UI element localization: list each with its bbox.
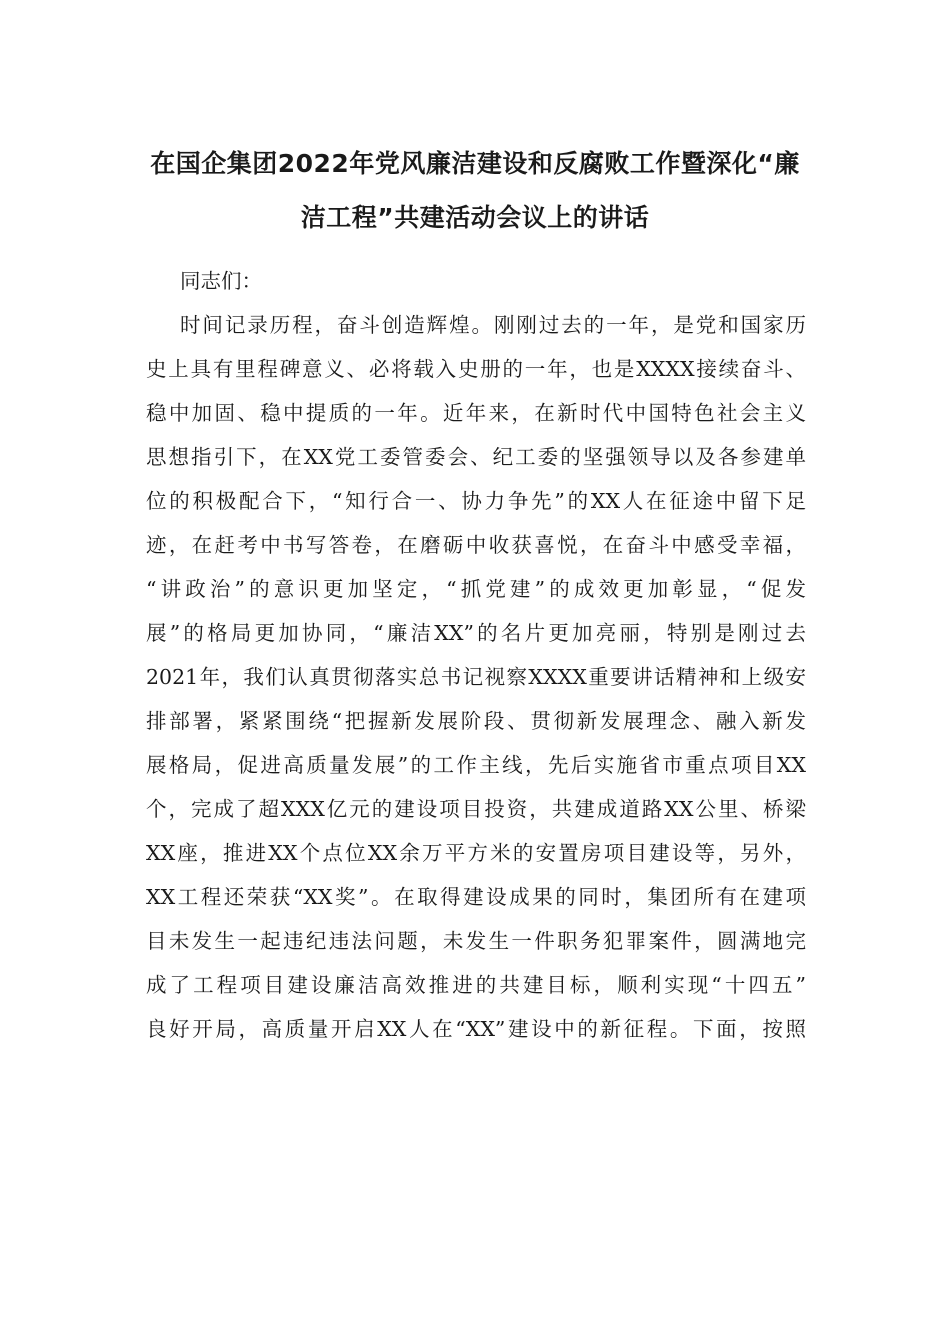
paragraph-line: 展”的格局更加协同，“廉洁XX”的名片更加亮丽，特别是刚过去 (146, 621, 806, 645)
paragraph-line: XX座，推进XX个点位XX余万平方米的安置房项目建设等，另外， (146, 841, 806, 865)
paragraph-line: 排部署，紧紧围绕“把握新发展阶段、贯彻新发展理念、融入新发 (146, 709, 806, 733)
title-line: 洁工程”共建活动会议上的讲话 (300, 203, 650, 232)
salutation: 同志们： (180, 269, 262, 293)
paragraph-line: XX工程还荣获“XX奖”。在取得建设成果的同时，集团所有在建项 (146, 885, 806, 909)
paragraph-line: 时间记录历程，奋斗创造辉煌。刚刚过去的一年，是党和国家历 (180, 313, 806, 337)
document-body (146, 259, 806, 1051)
paragraph-line: 良好开局，高质量开启XX人在“XX”建设中的新征程。下面，按照 (146, 1017, 806, 1041)
paragraph-line: 个，完成了超XXX亿元的建设项目投资，共建成道路XX公里、桥梁 (146, 797, 806, 821)
title-line: 在国企集团2022年党风廉洁建设和反腐败工作暨深化“廉 (150, 149, 800, 178)
paragraph-line: “讲政治”的意识更加坚定，“抓党建”的成效更加彰显，“促发 (146, 577, 806, 601)
paragraph-line: 位的积极配合下，“知行合一、协力争先”的XX人在征途中留下足 (146, 489, 806, 513)
paragraph-line: 2021年，我们认真贯彻落实总书记视察XXXX重要讲话精神和上级安 (146, 665, 806, 689)
paragraph-line: 史上具有里程碑意义、必将载入史册的一年，也是XXXX接续奋斗、 (146, 357, 806, 381)
document-title (120, 137, 830, 245)
paragraph-line: 思想指引下，在XX党工委管委会、纪工委的坚强领导以及各参建单 (146, 445, 806, 469)
paragraph-line: 成了工程项目建设廉洁高效推进的共建目标，顺利实现“十四五” (146, 973, 806, 997)
paragraph-line: 目未发生一起违纪违法问题，未发生一件职务犯罪案件，圆满地完 (146, 929, 806, 953)
paragraph-line: 展格局，促进高质量发展”的工作主线，先后实施省市重点项目XX (146, 753, 806, 777)
paragraph-line: 迹，在赶考中书写答卷，在磨砺中收获喜悦，在奋斗中感受幸福， (146, 533, 806, 557)
paragraph-line: 稳中加固、稳中提质的一年。近年来，在新时代中国特色社会主义 (146, 401, 806, 425)
